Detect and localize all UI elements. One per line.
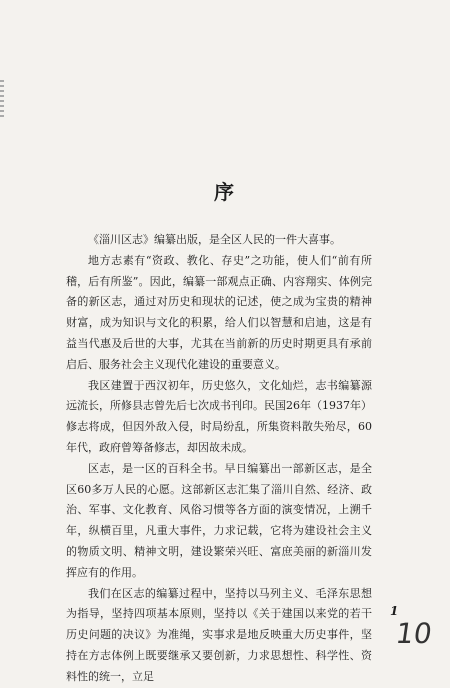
- paragraph: 我们在区志的编纂过程中，坚持以马列主义、毛泽东思想为指导，坚持四项基本原则，坚持以《关于建国以来党的若干历史问题的决议》为准绳，实事求是地反映重大历史事件，坚持在方志体例上既要继承又要创新，力求思想性、科学性、资料性的统一，立足: [66, 586, 372, 683]
- paragraph: 地方志素有“资政、教化、存史”之功能，使人们“前有所稽，后有所鉴”。因此，编纂一部观点正确、内容翔实、体例完备的新区志，通过对历史和现状的记述，使之成为宝贵的精神财富，成为知识与文化的积累，给人们以智慧和启迪，这是有益当代惠及后世的大事，尤其在当前新的历史时期更具有承前启后、服务社会主义现代化建设的重要意义。: [66, 253, 372, 371]
- paragraph: 《淄川区志》编纂出版，是全区人民的一件大喜事。: [88, 233, 341, 246]
- page-title: 序: [214, 180, 236, 204]
- handwritten-annotation: 10: [393, 617, 434, 650]
- paragraph: 区志，是一区的百科全书。早日编纂出一部新区志，是全区60多万人民的心愿。这部新区志汇集了淄川自然、经济、政治、军事、文化教育、风俗习惯等各方面的演变情况，上溯千年，纵横百里，凡重大事件，力求记载，它将为建设社会主义的物质文明、精神文明，建设繁荣兴旺、富庶美丽的新淄川发挥应有的作用。: [66, 461, 372, 579]
- binding-edge-mark: [0, 80, 4, 120]
- paragraph: 我区建置于西汉初年，历史悠久，文化灿烂，志书编纂源远流长，所修县志曾先后七次成书刊印。民国26年（1937年）修志将成，但因外敌入侵，时局纷乱，所集资料散失殆尽，60年代，政府曾筹备修志，却因故未成。: [66, 378, 372, 454]
- body-text: [66, 230, 372, 688]
- page-number: 1: [390, 604, 399, 618]
